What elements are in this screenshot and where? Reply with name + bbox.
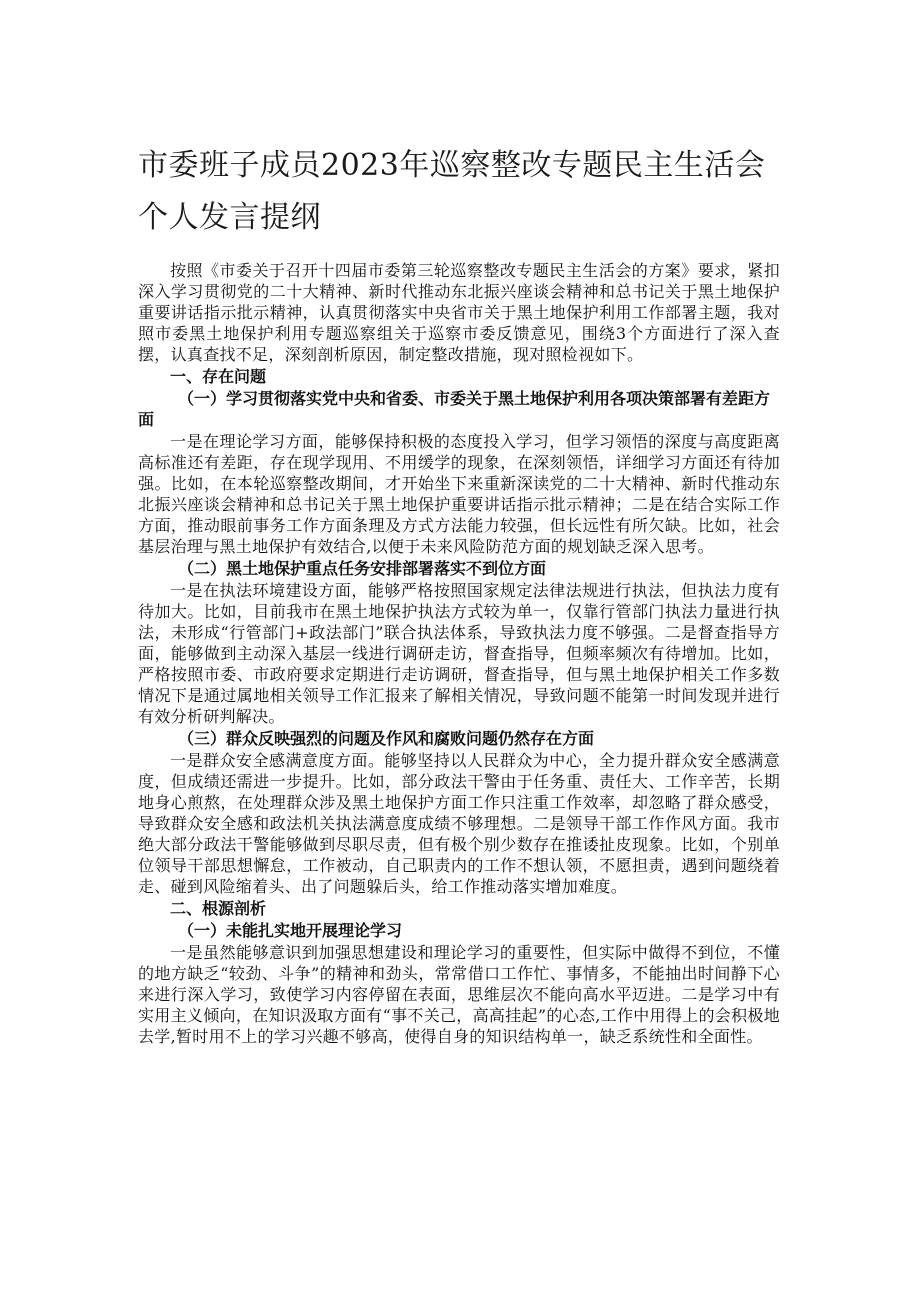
document-title: 市委班子成员2023年巡察整改专题民主生活会个人发言提纲 bbox=[138, 148, 766, 235]
paragraph-1-3: 一是群众安全感满意度方面。能够坚持以人民群众为中心，全力提升群众安全感满意度，但成绩还需进一步提升。比如，部分政法干警由于任务重、责任大、工作辛苦，长期地身心煎熬，在处理群众涉及黑土地保护方面工作只注重工作效率，却忽略了群众感受，导致群众安全感和政法机关执法满意度成绩不够理想。二是领导干部工作作风方面。我市绝大部分政法干警能够做到尽职尽责，但有极个别少数存在推诿扯皮现象。比如，个别单位领导干部思想懈怠，工作被动，自己职责内的工作不想认领，不愿担责，遇到问题绕着走、碰到风险缩着头、出了问题躲后头，给工作推动落实增加难度。 bbox=[138, 751, 780, 896]
subsection-heading-1-3: （三）群众反映强烈的问题及作风和腐败问题仍然存在方面 bbox=[178, 729, 595, 748]
subsection-heading-1-1: （一）学习贯彻落实党中央和省委、市委关于黑土地保护利用各项决策部署有差距方面 bbox=[138, 389, 771, 429]
paragraph-1-2: 一是在执法环境建设方面，能够严格按照国家规定法律法规进行执法，但执法力度有待加大。比如，目前我市在黑土地保护执法方式较为单一，仅靠行管部门执法力量进行执法，未形成“行管部门+政法部门”联合执法体系，导致执法力度不够强。二是督查指导方面，能够做到主动深入基层一线进行调研走访，督查指导，但频率频次有待增加。比如，严格按照市委、市政府要求定期进行走访调研，督查指导，但与黑土地保护相关工作多数情况下是通过属地相关领导工作汇报来了解相关情况，导致问题不能第一时间发现并进行有效分析研判解决。 bbox=[138, 581, 780, 726]
subsection-heading-1-2: （二）黑土地保护重点任务安排部署落实不到位方面 bbox=[178, 559, 547, 578]
document-page bbox=[138, 140, 780, 1047]
paragraph-2-1: 一是虽然能够意识到加强思想建设和理论学习的重要性，但实际中做得不到位，不懂的地方缺乏“较劲、斗争”的精神和劲头，常常借口工作忙、事情多，不能抽出时间静下心来进行深入学习，致使学习内容停留在表面，思维层次不能向高水平迈进。二是学习中有实用主义倾向，在知识汲取方面有“事不关己，高高挂起”的心态,工作中用得上的会积极地去学,暂时用不上的学习兴趣不够高，使得自身的知识结构单一，缺乏系统性和全面性。 bbox=[138, 943, 780, 1046]
paragraph-1-1: 一是在理论学习方面，能够保持积极的态度投入学习，但学习领悟的深度与高度距离高标准还有差距，存在现学现用、不用缓学的现象，在深刻领悟，详细学习方面还有待加强。比如，在本轮巡察整改期间，才开始坐下来重新深读党的二十大精神、新时代推动东北振兴座谈会精神和总书记关于黑土地保护重要讲话指示批示精神；二是在结合实际工作方面，推动眼前事务工作方面条理及方式方法能力较强，但长远性有所欠缺。比如，社会基层治理与黑土地保护有效结合,以便于未来风险防范方面的规划缺乏深入思考。 bbox=[138, 432, 780, 556]
intro-paragraph: 按照《市委关于召开十四届市委第三轮巡察整改专题民主生活会的方案》要求，紧扣深入学习贯彻党的二十大精神、新时代推动东北振兴座谈会精神和总书记关于黑土地保护重要讲话指示批示精神，认真贯彻落实中央省市关于黑土地保护利用工作部署主题，我对照市委黑土地保护利用专题巡察组关于巡察市委反馈意见，围绕3个方面进行了深入查摆，认真查找不足，深刻剖析原因，制定整改措施，现对照检视如下。 bbox=[138, 261, 780, 364]
section-heading-root-cause: 二、根源剖析 bbox=[170, 899, 267, 918]
section-heading-problems: 一、存在问题 bbox=[170, 367, 267, 386]
subsection-heading-2-1: （一）未能扎实地开展理论学习 bbox=[178, 921, 403, 940]
